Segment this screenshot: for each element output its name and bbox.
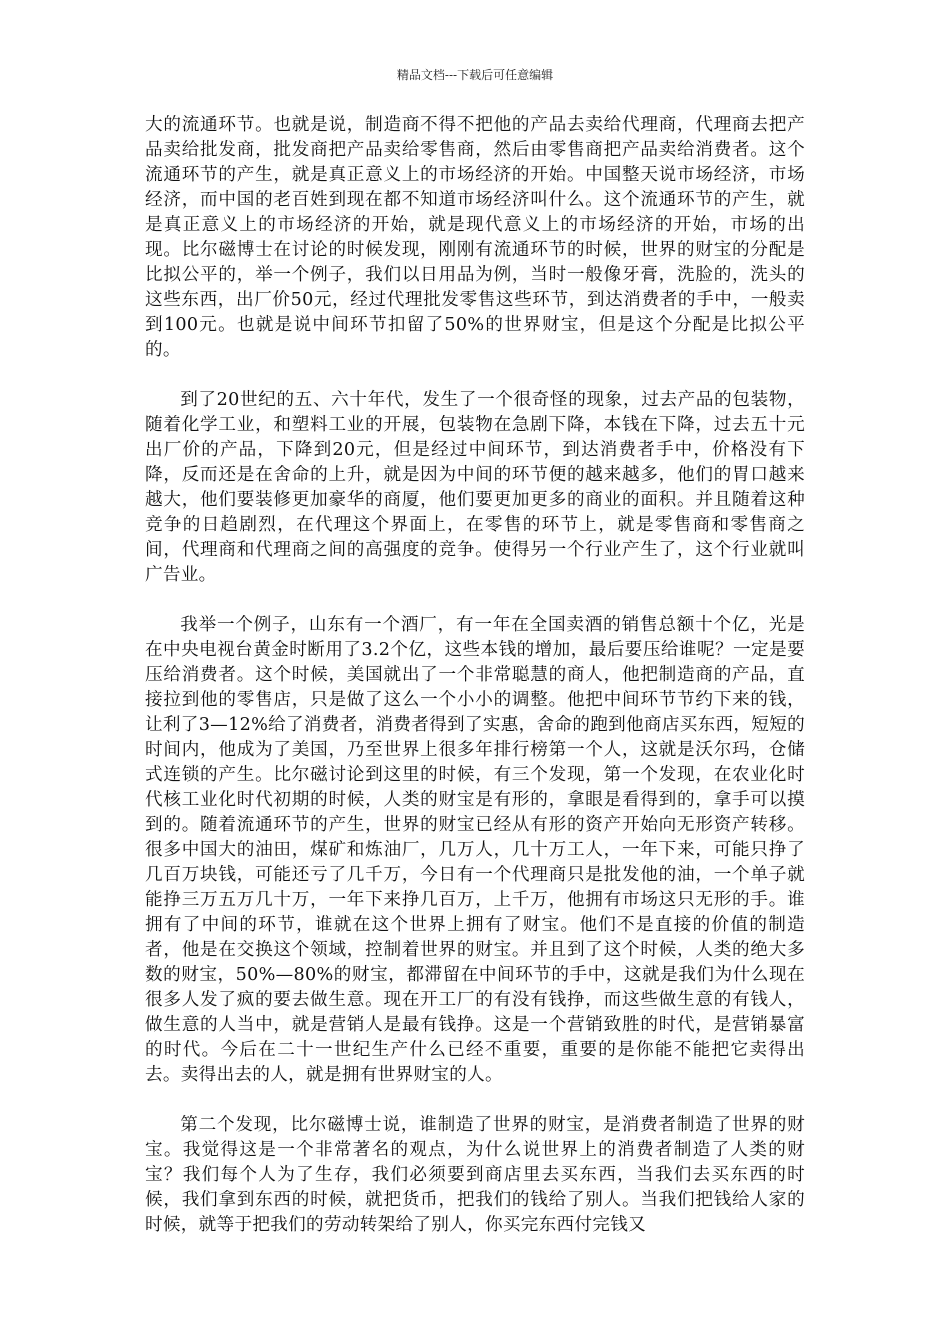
paragraph-2: 到了20世纪的五、六十年代，发生了一个很奇怪的现象，过去产品的包装物，随着化学工业，和塑料工业的开展，包装物在急剧下降，本钱在下降，过去五十元出厂价的产品，下降到20元，但是经过中间环节，到达消费者手中，价格没有下降，反而还是在舍命的上升，就是因为中间的环节便的越来越多，他们的胃口越来越大，他们要装修更加豪华的商厦，他们要更加更多的商业的面积。并且随着这种竞争的日趋剧烈，在代理这个界面上，在零售的环节上，就是零售商和零售商之间，代理商和代理商之间的高强度的竞争。使得另一个行业产生了，这个行业就叫广告业。 xyxy=(145,390,805,585)
paragraph-4: 第二个发现，比尔磁博士说，谁制造了世界的财宝，是消费者制造了世界的财宝。我觉得这是一个非常著名的观点，为什么说世界上的消费者制造了人类的财宝？我们每个人为了生存，我们必须要到商店里去买东西，当我们去买东西的时候，我们拿到东西的时候，就把货币，把我们的钱给了别人。当我们把钱给人家的时候，就等于把我们的劳动转架给了别人，你买完东西付完钱又 xyxy=(145,1115,805,1235)
paragraph-1: 大的流通环节。也就是说，制造商不得不把他的产品去卖给代理商，代理商去把产品卖给批发商，批发商把产品卖给零售商，然后由零售商把产品卖给消费者。这个流通环节的产生，就是真正意义上的市场经济的开始。中国整天说市场经济，市场经济，而中国的老百姓到现在都不知道市场经济叫什么。这个流通环节的产生，就是真正意义上的市场经济的开始，就是现代意义上的市场经济的开始，市场的出现。比尔磁博士在讨论的时候发现，刚刚有流通环节的时候，世界的财宝的分配是比拟公平的，举一个例子，我们以日用品为例，当时一般像牙膏，洗脸的，洗头的这些东西，出厂价50元，经过代理批发零售这些环节，到达消费者的手中，一般卖到100元。也就是说中间环节扣留了50%的世界财宝，但是这个分配是比拟公平的。 xyxy=(145,115,805,360)
paragraph-gap xyxy=(145,588,805,613)
page-header: 精品文档---下载后可任意编辑 xyxy=(396,68,554,82)
paragraph-gap xyxy=(145,363,805,388)
document-body xyxy=(145,113,805,1238)
paragraph-3: 我举一个例子，山东有一个酒厂，有一年在全国卖酒的销售总额十个亿，光是在中央电视台黄金时断用了3.2个亿，这些本钱的增加，最后要压给谁呢？一定是要压给消费者。这个时候，美国就出了一个非常聪慧的商人，他把制造商的产品，直接拉到他的零售店，只是做了这么一个小小的调整。他把中间环节节约下来的钱，让利了3—12%给了消费者，消费者得到了实惠，舍命的跑到他商店买东西，短短的时间内，他成为了美国，乃至世界上很多年排行榜第一个人，这就是沃尔玛，仓储式连锁的产生。比尔磁讨论到这里的时候，有三个发现，第一个发现，在农业化时代核工业化时代初期的时候，人类的财宝是有形的，拿眼是看得到的，拿手可以摸到的。随着流通环节的产生，世界的财宝已经从有形的资产开始向无形资产转移。很多中国大的油田，煤矿和炼油厂，几万人，几十万工人，一年下来，可能只挣了几百万块钱，可能还亏了几千万，今日有一个代理商只是批发他的油，一个单子就能挣三万五万几十万，一年下来挣几百万，上千万，他拥有市场这只无形的手。谁拥有了中间的环节，谁就在这个世界上拥有了财宝。他们不是直接的价值的制造者，他是在交换这个领域，控制着世界的财宝。并且到了这个时候，人类的绝大多数的财宝，50%—80%的财宝，都滞留在中间环节的手中，这就是我们为什么现在很多人发了疯的要去做生意。现在开工厂的有没有钱挣，而这些做生意的有钱人，做生意的人当中，就是营销人是最有钱挣。这是一个营销致胜的时代，是营销暴富的时代。今后在二十一世纪生产什么已经不重要，重要的是你能不能把它卖得出去。卖得出去的人，就是拥有世界财宝的人。 xyxy=(145,615,805,1085)
paragraph-gap xyxy=(145,1088,805,1113)
